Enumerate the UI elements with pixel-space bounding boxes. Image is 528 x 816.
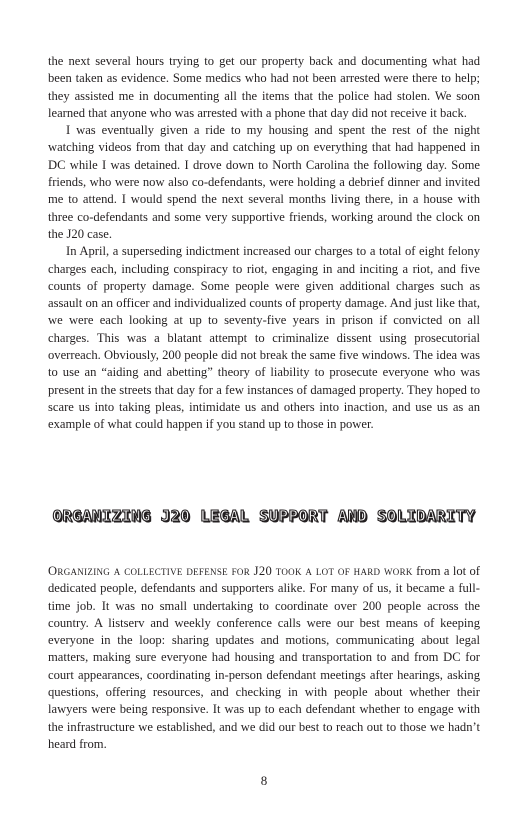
body-text-section-two [48, 563, 480, 753]
lead-in-smallcaps: Organizing a collective defense for J20 took a lot of hard work [48, 564, 413, 578]
body-text-section-one [48, 53, 480, 434]
paragraph-ride-home: I was eventually given a ride to my housing and spent the rest of the night watching videos from that day and catching up on everything that had happened in DC while I was detained. I drove down to North Carolina the following day. Some friends, who were now also co-defendants, were holding a debrief dinner and invited me to attend. I would spend the next several months living there, in a house with three co-defendants and some very supportive friends, working around the clock on the J20 case. [48, 123, 480, 241]
page-number: 8 [260, 773, 268, 788]
paragraph-superseding-indictment: In April, a superseding indictment increased our charges to a total of eight felony charges each, including conspiracy to riot, engaging in and inciting a riot, and five counts of property damage. Some people were given additional charges such as assault on an officer and individualized counts of property damage. And just like that, we were each looking at up to seventy-five years in prison if convicted on all charges. This was a blatant attempt to criminalize dissent using prosecutorial overreach. Obviously, 200 people did not break the same five windows. The idea was to use an “aiding and abetting” theory of liability to prosecute everyone who was present in the streets that day for a few instances of damaged property. They hoped to scare us into taking pleas, intimidate us and others into inaction, and use us as an example of what could happen if you stand up to those in power. [48, 244, 480, 432]
paragraph-collective-defense [48, 563, 480, 753]
paragraph-continued: the next several hours trying to get our property back and documenting what had been taken as evidence. Some medics who had not been arrested were there to help; they assisted me in documenting all the items that the police had stolen. We soon learned that anyone who was arrested with a phone that day did not receive it back. [48, 54, 480, 120]
section-heading: ORGANIZING J20 LEGAL SUPPORT AND SOLIDARITY [52, 507, 476, 525]
paragraph-body: from a lot of dedicated people, defendants and supporters alike. For many of us, it became a full-time job. It was no small undertaking to coordinate over 200 people across the country. A listserv and weekly conference calls were our best means of keeping everyone in the loop: sharing updates and motions, communicating about legal matters, making sure everyone had housing and transportation to and from DC for court appearances, coordinating in-person defendant meetings after hearings, asking questions, offering resources, and checking in with people about whether their lawyers were being responsive. It was up to each defendant whether to engage with the infrastructure we established, and we did our best to reach out to those we hadn’t heard from. [48, 564, 480, 751]
